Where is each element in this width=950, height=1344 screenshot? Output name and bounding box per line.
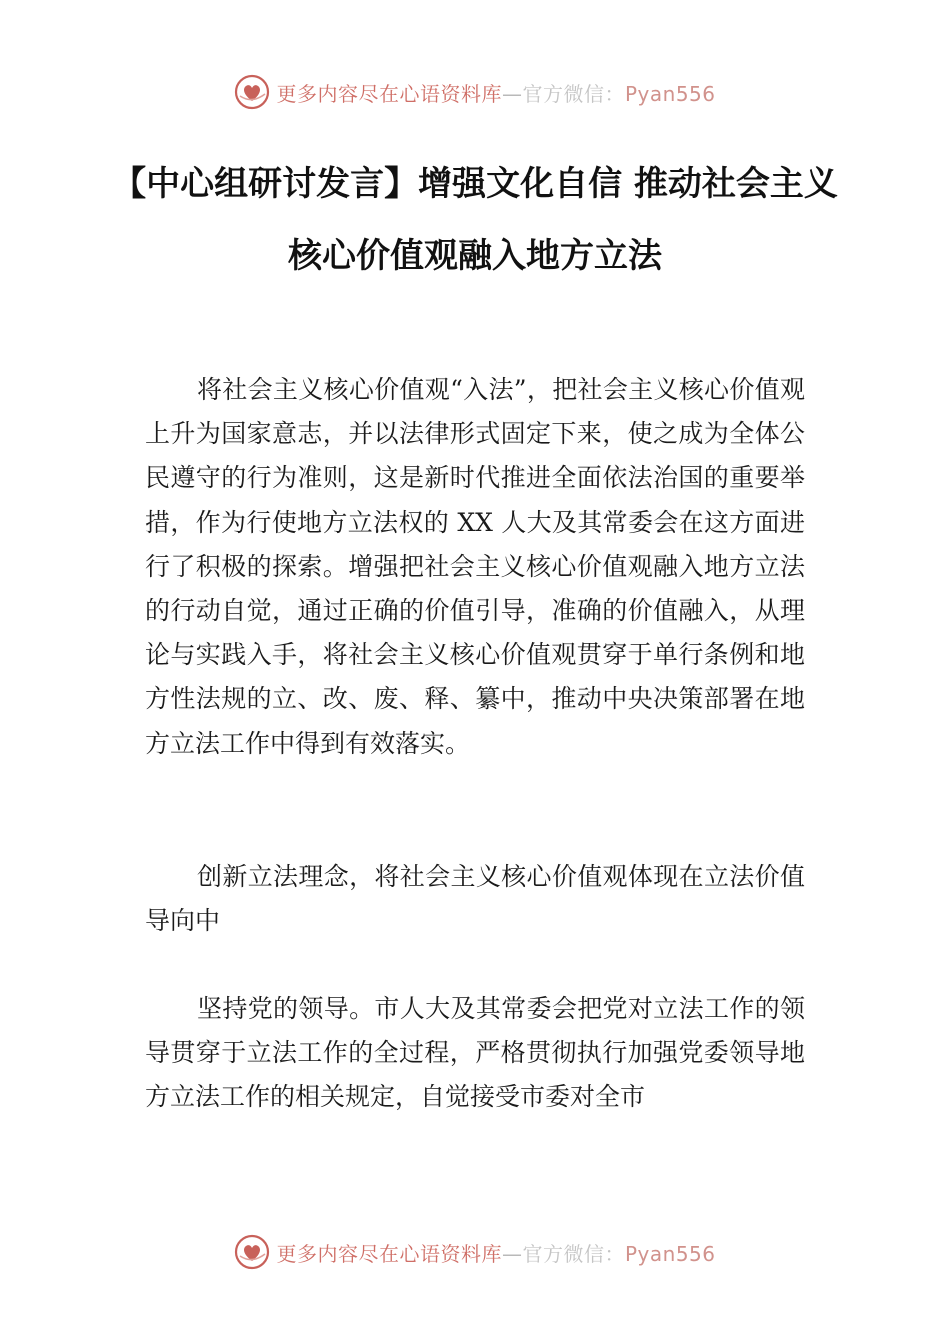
watermark-wechat-label: 官方微信： xyxy=(522,81,625,106)
watermark-wechat-id: Pyan556 xyxy=(624,81,716,106)
watermark-label: 更多内容尽在心语资料库 xyxy=(276,1241,502,1266)
heart-lotus-logo-icon xyxy=(234,74,270,110)
header-watermark xyxy=(0,72,950,112)
document-title: 【中心组研讨发言】增强文化自信 推动社会主义核心价值观融入地方立法 xyxy=(112,164,838,276)
footer-watermark xyxy=(0,1232,950,1272)
watermark-wechat-id: Pyan556 xyxy=(624,1241,716,1266)
watermark-wechat-label: 官方微信： xyxy=(522,1241,625,1266)
watermark-label: 更多内容尽在心语资料库 xyxy=(276,81,502,106)
body-paragraph-3: 坚持党的领导。市人大及其常委会把党对立法工作的领导贯穿于立法工作的全过程，严格贯彻执行加强党委领导地方立法工作的相关规定，自觉接受市委对全市 xyxy=(145,994,805,1112)
watermark-text xyxy=(276,78,715,107)
watermark-text xyxy=(276,1238,715,1267)
watermark-separator: — xyxy=(501,1241,523,1266)
heart-lotus-logo-icon xyxy=(234,1234,270,1270)
watermark-separator: — xyxy=(501,81,523,106)
section-heading-paragraph: 创新立法理念，将社会主义核心价值观体现在立法价值导向中 xyxy=(145,862,805,936)
body-paragraph-1: 将社会主义核心价值观“入法”，把社会主义核心价值观上升为国家意志，并以法律形式固定下来，使之成为全体公民遵守的行为准则，这是新时代推进全面依法治国的重要举措，作为行使地方立法权的 XX 人大及其常委会在这方面进行了积极的探索。增强把社会主义核心价值观融入地方立法的行动自觉，通过正确的价值引导，准确的价值融入，从理论与实践入手，将社会主义核心价值观贯穿于单行条例和地方性法规的立、改、废、释、纂中，推动中央决策部署在地方立法工作中得到有效落实。 xyxy=(145,375,805,758)
